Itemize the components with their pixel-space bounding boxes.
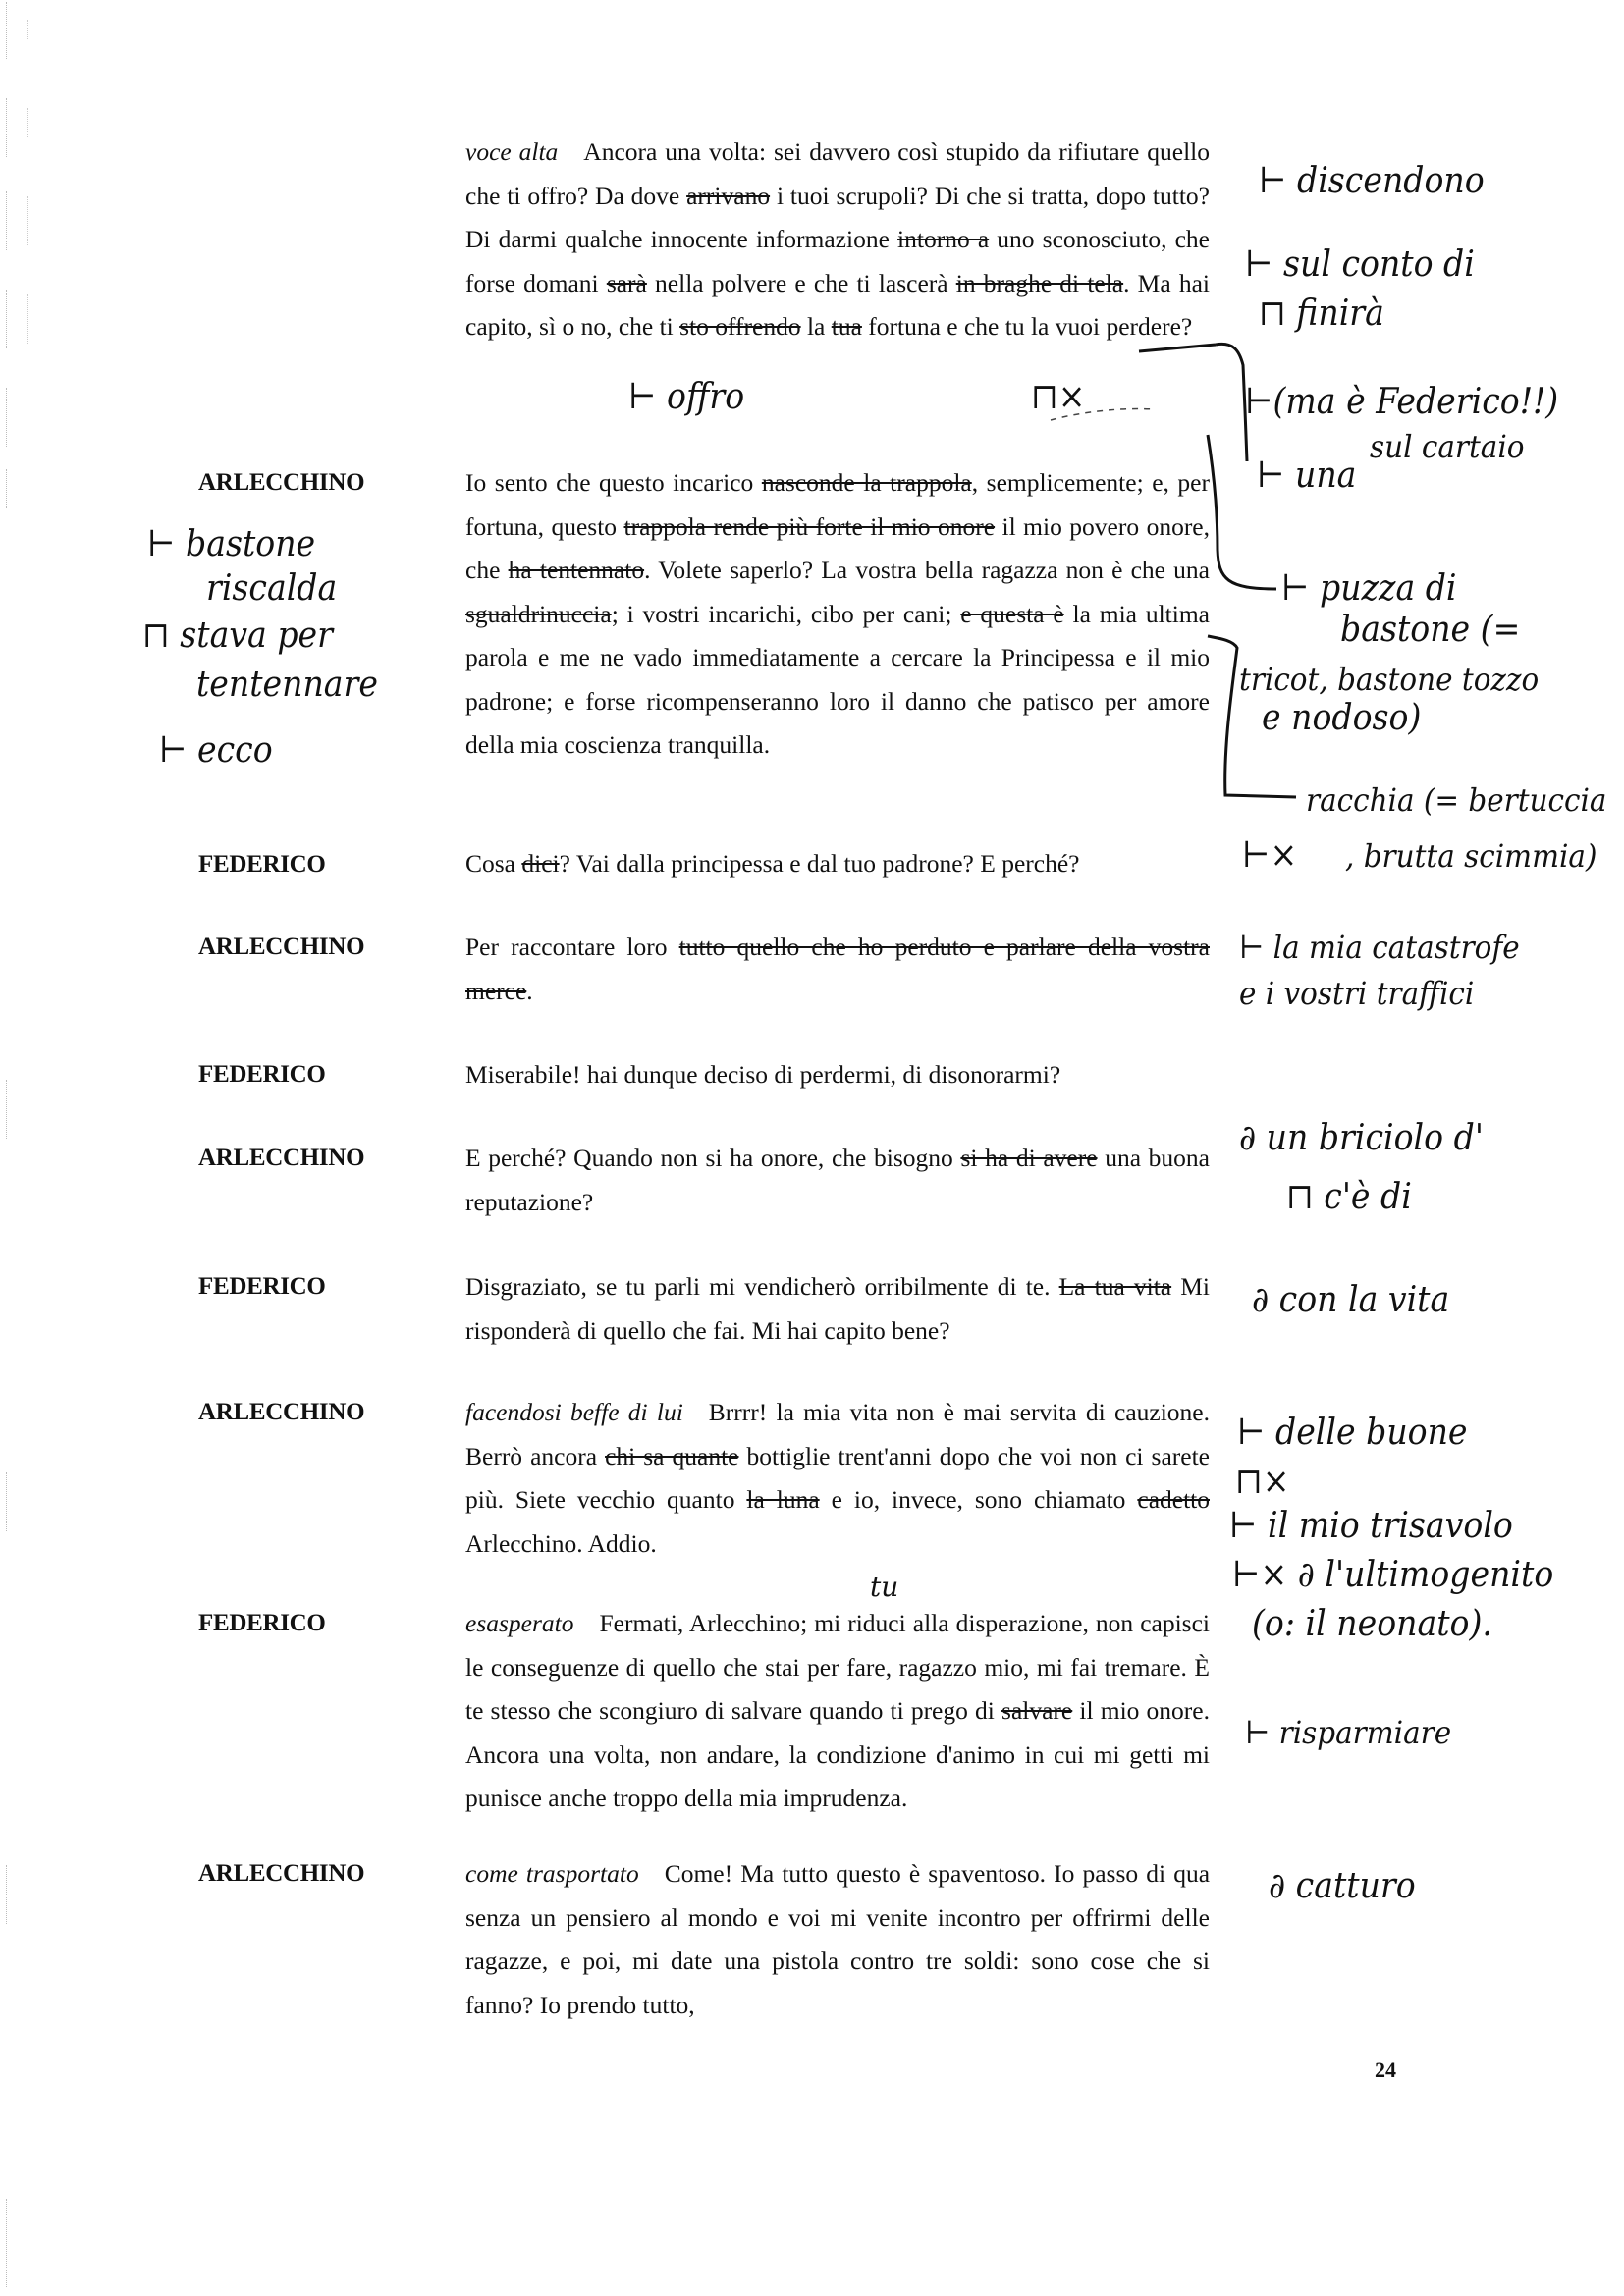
deleted-text: trappola rende più forte il mio onore	[623, 511, 996, 541]
deleted-text: sarà	[606, 268, 647, 297]
deleted-text: sto offrendo	[679, 312, 801, 341]
handwritten-insertion: ⊓×	[1031, 377, 1086, 417]
handwritten-note: ⊢ la mia catastrofe	[1239, 929, 1520, 966]
dialogue-text: la mia ultima parola e me ne vado immediatamente a cercare la Principessa e il mio padrone; e forse ricompenseranno loro il danno che patisco per amore della mia coscienza tranquilla.	[465, 599, 1210, 759]
dialogue-text: i tuoi scrupoli? Di che si tratta, dopo tutto? Di darmi qualche innocente informazione	[465, 181, 1210, 253]
stage-direction: esasperato	[465, 1609, 574, 1637]
handwritten-note: ∂ un briciolo d'	[1239, 1118, 1484, 1158]
deleted-text: La tua vita	[1058, 1272, 1172, 1301]
scan-edge-mark	[27, 294, 29, 344]
speaker-name: ARLECCHINO	[198, 1145, 365, 1171]
speaker-name: ARLECCHINO	[198, 934, 365, 960]
stage-direction: facendosi beffe di lui	[465, 1398, 683, 1426]
dialogue-text: Arlecchino. Addio.	[465, 1528, 657, 1558]
dialogue-paragraph	[465, 461, 1210, 768]
deleted-text: dici	[521, 849, 560, 878]
dialogue-paragraph	[465, 131, 1210, 349]
handwritten-note: ⊓ stava per	[142, 615, 333, 656]
deleted-text: ha tentennato	[508, 556, 645, 584]
handwritten-note: ⊢ puzza di	[1281, 568, 1457, 609]
dialogue-paragraph	[465, 1391, 1210, 1566]
scan-edge-mark	[6, 1472, 9, 1531]
dialogue-text: la	[800, 312, 832, 341]
dialogue-text: Mi risponderà di quello che fai. Mi hai capito bene?	[465, 1272, 1210, 1345]
dialogue-paragraph	[465, 1852, 1210, 2027]
scan-edge-mark	[6, 191, 9, 250]
handwritten-note: ⊢ ecco	[159, 730, 273, 771]
handwritten-note: ⊢(ma è Federico!!)	[1245, 382, 1559, 422]
dialogue-text: nella polvere e che ti lascerà	[646, 268, 956, 297]
deleted-text: arrivano	[686, 181, 771, 210]
dialogue-text: una buona reputazione?	[465, 1144, 1210, 1216]
dialogue-text: fortuna e che tu la vuoi perdere?	[861, 312, 1193, 341]
dialogue-text: Ancora una volta: sei davvero così stupido da rifiutare quello che ti offro? Da dove	[465, 137, 1211, 210]
deleted-text: nasconde la trappola	[761, 468, 972, 497]
stage-direction: come trasportato	[465, 1859, 639, 1888]
speaker-name: FEDERICO	[198, 1610, 326, 1636]
handwritten-note: e i vostri traffici	[1239, 975, 1475, 1012]
handwritten-note: sul cartaio	[1370, 428, 1525, 465]
handwritten-note: ⊢ risparmiare	[1245, 1714, 1452, 1751]
speaker-name: FEDERICO	[198, 1273, 326, 1300]
handwritten-note: ⊢ bastone	[147, 524, 316, 564]
deleted-text: in braghe di tela	[955, 268, 1124, 297]
deleted-text: tutto quello che ho perduto e parlare della vostra merce	[465, 933, 1210, 1005]
scan-edge-mark	[27, 108, 29, 137]
handwritten-note: tentennare	[196, 665, 378, 705]
deleted-text: salvare	[1001, 1696, 1073, 1725]
dialogue-paragraph	[465, 926, 1210, 1013]
handwritten-insertion: ⊢ offro	[628, 377, 745, 417]
dialogue-text: ; i vostri incarichi, cibo per cani;	[611, 599, 961, 628]
dialogue-paragraph	[465, 1053, 1210, 1097]
handwritten-note: , brutta scimmia)	[1345, 837, 1597, 875]
scan-edge-mark	[6, 2, 9, 59]
scan-edge-mark	[6, 2199, 9, 2287]
deleted-text: sgualdrinuccia	[465, 599, 612, 628]
handwritten-note: ⊓×	[1235, 1462, 1290, 1502]
dialogue-text: E perché? Quando non si ha onore, che bisogno	[465, 1144, 961, 1172]
dialogue-text: .	[526, 976, 533, 1005]
scan-edge-mark	[6, 1865, 9, 1924]
handwritten-note: ⊢ discendono	[1259, 161, 1485, 201]
deleted-text: tua	[831, 312, 862, 341]
dialogue-text: Io sento che questo incarico	[465, 468, 762, 497]
dialogue-text: Miserabile! hai dunque deciso di perdermi, di disonorarmi?	[465, 1060, 1061, 1089]
speaker-name: ARLECCHINO	[198, 1860, 365, 1887]
dialogue-text: . Volete saperlo? La vostra bella ragazza non è che una	[644, 556, 1210, 584]
deleted-text: si ha di avere	[960, 1144, 1098, 1172]
dialogue-text: Disgraziato, se tu parli mi vendicherò orribilmente di te.	[465, 1272, 1059, 1301]
handwritten-note: ∂ con la vita	[1252, 1280, 1450, 1320]
dialogue-text: Come! Ma tutto questo è spaventoso. Io passo di qua senza un pensiero al mondo e voi mi venite incontro per offrirmi delle ragazze, e poi, mi date una pistola contro tre soldi: sono cose che si fanno? Io prendo tutto,	[465, 1859, 1211, 2019]
deleted-text: cadetto	[1137, 1485, 1210, 1514]
handwritten-insertion: tu	[870, 1571, 899, 1603]
dialogue-text: Cosa	[465, 849, 522, 878]
stage-direction: voce alta	[465, 137, 559, 166]
dialogue-text: e io, invece, sono chiamato	[819, 1485, 1138, 1514]
deleted-text: chi sa quante	[605, 1441, 739, 1470]
handwritten-note: ⊢×	[1242, 835, 1298, 876]
scan-edge-mark	[27, 196, 29, 245]
dialogue-paragraph	[465, 1265, 1210, 1353]
dialogue-paragraph	[465, 1602, 1210, 1821]
speaker-name: FEDERICO	[198, 851, 326, 878]
handwritten-note: ⊢ il mio trisavolo	[1229, 1506, 1513, 1546]
dialogue-text: Brrrr! la mia vita non è mai servita di cauzione. Berrò ancora	[465, 1398, 1210, 1470]
handwritten-note: (o: il neonato).	[1252, 1604, 1492, 1644]
dialogue-text: Fermati, Arlecchino; mi riduci alla disperazione, non capisci le conseguenze di quello che stai per fare, ragazzo mio, mi fai tremare. È te stesso che scongiuro di salvare quando ti prego di	[465, 1609, 1210, 1725]
handwritten-note: ⊓ c'è di	[1286, 1177, 1412, 1217]
dialogue-text: uno sconosciuto, che forse domani	[465, 225, 1210, 297]
dialogue-text: il mio povero onore, che	[465, 511, 1211, 584]
bracket-line	[1216, 344, 1247, 461]
scan-edge-mark	[6, 469, 9, 508]
handwritten-note: ⊓ finirà	[1259, 294, 1384, 334]
handwritten-note: ⊢ delle buone	[1237, 1413, 1468, 1453]
scan-edge-mark	[6, 1080, 9, 1139]
scan-edge-mark	[6, 290, 9, 348]
speaker-name: FEDERICO	[198, 1061, 326, 1088]
scan-edge-mark	[27, 20, 29, 39]
handwritten-note: ⊢ sul conto di	[1245, 244, 1475, 285]
page-number: 24	[1375, 2057, 1396, 2082]
dialogue-text: il mio onore. Ancora una volta, non andare, la condizione d'animo in cui mi getti mi punisce anche troppo della mia imprudenza.	[465, 1696, 1210, 1812]
handwritten-note: bastone (=	[1340, 610, 1521, 650]
handwritten-note: ⊢× ∂ l'ultimogenito	[1232, 1555, 1554, 1595]
speaker-name: ARLECCHINO	[198, 1399, 365, 1425]
handwritten-note: tricot, bastone tozzo	[1239, 661, 1540, 698]
dialogue-text: Per raccontare loro	[465, 933, 679, 961]
dialogue-text: , semplicemente; e, per fortuna, questo	[465, 468, 1210, 541]
deleted-text: intorno a	[897, 225, 990, 253]
dialogue-text: ? Vai dalla principessa e dal tuo padrone? E perché?	[559, 849, 1080, 878]
handwritten-note: racchia (= bertuccia	[1306, 781, 1607, 819]
dialogue-text: . Ma hai capito, sì o no, che ti	[465, 268, 1210, 341]
scan-edge-mark	[6, 98, 9, 157]
handwritten-note: ∂ catturo	[1269, 1866, 1416, 1906]
deleted-text: e questa è	[960, 599, 1064, 628]
handwritten-note: ⊢ una	[1257, 455, 1357, 496]
deleted-text: la luna	[746, 1485, 820, 1514]
dialogue-paragraph	[465, 842, 1210, 886]
scan-edge-mark	[6, 388, 9, 447]
speaker-name: ARLECCHINO	[198, 469, 365, 496]
dialogue-text: bottiglie trent'anni dopo che voi non ci sarete più. Siete vecchio quanto	[465, 1441, 1210, 1514]
dialogue-paragraph	[465, 1137, 1210, 1224]
handwritten-note: e nodoso)	[1262, 698, 1422, 738]
handwritten-note: riscalda	[206, 568, 338, 609]
